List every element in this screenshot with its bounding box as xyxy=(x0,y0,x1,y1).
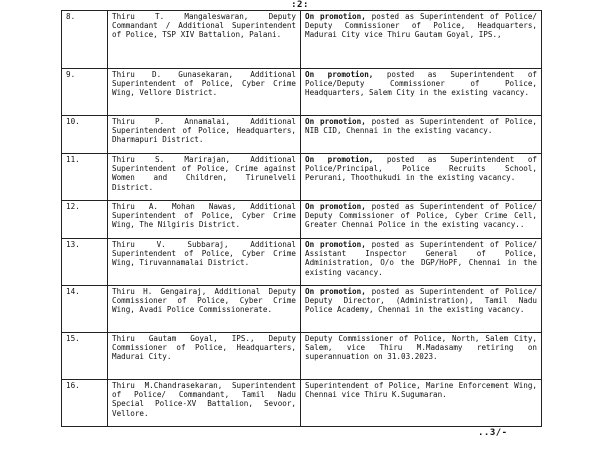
serial-number: 12. xyxy=(62,201,108,239)
table-row xyxy=(62,116,542,154)
table-row xyxy=(62,239,542,286)
officer-details: Thiru V. Subbaraj, Additional Superintendent of Police, Cyber Crime Wing, Tiruvannamalai District. xyxy=(108,239,301,286)
posting-text: posted as Superintendent of Police/Principal, Police Recruits School, Perurani, Thoothukudi in the existing vacancy. xyxy=(305,155,537,183)
posting-details xyxy=(301,286,542,333)
serial-number: 14. xyxy=(62,286,108,333)
continuation-marker: ..3/- xyxy=(478,428,508,438)
posting-details xyxy=(301,11,542,69)
posting-details xyxy=(301,380,542,427)
officer-details: Thiru T. Mangaleswaran, Deputy Commandant / Additional Superintendent of Police, TSP XIV Battalion, Palani. xyxy=(108,11,301,69)
officer-details: Thiru M.Chandrasekaran, Superintendent of Police/ Commandant, Tamil Nadu Special Police-XV Battalion, Sevoor, Vellore. xyxy=(108,380,301,427)
promotion-label: On promotion, xyxy=(305,240,366,249)
promotion-label: On promotion, xyxy=(305,12,366,21)
serial-number: 8. xyxy=(62,11,108,69)
posting-details xyxy=(301,69,542,116)
serial-number: 15. xyxy=(62,333,108,380)
posting-details xyxy=(301,201,542,239)
posting-text: Superintendent of Police, Marine Enforcement Wing, Chennai vice Thiru K.Sugumaran. xyxy=(305,381,537,400)
table-row xyxy=(62,69,542,116)
serial-number: 9. xyxy=(62,69,108,116)
table-row xyxy=(62,11,542,69)
officer-details: Thiru S. Marirajan, Additional Superintendent of Police, Crime against Women and Children, Tirunelveli District. xyxy=(108,154,301,201)
posting-text: posted as Superintendent of Police/ Deputy Director, (Administration), Tamil Nadu Police Academy, Chennai in the existing vacancy. xyxy=(305,287,537,315)
promotion-label: On promotion, xyxy=(305,70,374,79)
posting-text: posted as Superintendent of Police/ Assistant Inspector General of Police, Administration, O/o the DGP/HoPF, Chennai in the existing vacancy. xyxy=(305,240,537,277)
promotion-label: On promotion, xyxy=(305,202,366,211)
table-row xyxy=(62,380,542,427)
table-row xyxy=(62,154,542,201)
serial-number: 16. xyxy=(62,380,108,427)
posting-text: posted as Superintendent of Police/ Deputy Commissioner of Police, Cyber Crime Cell, Greater Chennai Police in the existing vacancy.. xyxy=(305,202,537,230)
posting-text: posted as Superintendent of Police, NIB CID, Chennai in the existing vacancy. xyxy=(305,117,537,136)
posting-text: posted as Superintendent of Police/ Deputy Commissioner of Police, Headquarters, Madurai City vice Thiru Gautam Goyal, IPS., xyxy=(305,12,537,40)
page-number: :2: xyxy=(291,0,309,10)
table-row xyxy=(62,286,542,333)
serial-number: 11. xyxy=(62,154,108,201)
promotion-label: On promotion, xyxy=(305,287,366,296)
posting-text: posted as Superintendent of Police/Deputy Commissioner of Police, Headquarters, Salem City in the existing vacancy. xyxy=(305,70,537,98)
posting-details xyxy=(301,154,542,201)
promotion-label: On promotion, xyxy=(305,155,374,164)
table-row xyxy=(62,333,542,380)
officer-details: Thiru H. Gengairaj, Additional Deputy Commissioner of Police, Cyber Crime Wing, Avadi Police Commissionerate. xyxy=(108,286,301,333)
table-row xyxy=(62,201,542,239)
posting-details xyxy=(301,333,542,380)
serial-number: 10. xyxy=(62,116,108,154)
posting-details xyxy=(301,239,542,286)
officer-details: Thiru Gautam Goyal, IPS., Deputy Commissioner of Police, Headquarters, Madurai City. xyxy=(108,333,301,380)
officer-details: Thiru A. Mohan Nawas, Additional Superintendent of Police, Cyber Crime Wing, The Nilgiris District. xyxy=(108,201,301,239)
officer-details: Thiru D. Gunasekaran, Additional Superintendent of Police, Cyber Crime Wing, Vellore District. xyxy=(108,69,301,116)
promotion-label: On promotion, xyxy=(305,117,366,126)
posting-orders-table xyxy=(61,10,542,427)
posting-details xyxy=(301,116,542,154)
posting-text: Deputy Commissioner of Police, North, Salem City, Salem, vice Thiru M.Madasamy retiring on superannuation on 31.03.2023. xyxy=(305,334,537,362)
officer-details: Thiru P. Annamalai, Additional Superintendent of Police, Headquarters, Dharmapuri District. xyxy=(108,116,301,154)
serial-number: 13. xyxy=(62,239,108,286)
